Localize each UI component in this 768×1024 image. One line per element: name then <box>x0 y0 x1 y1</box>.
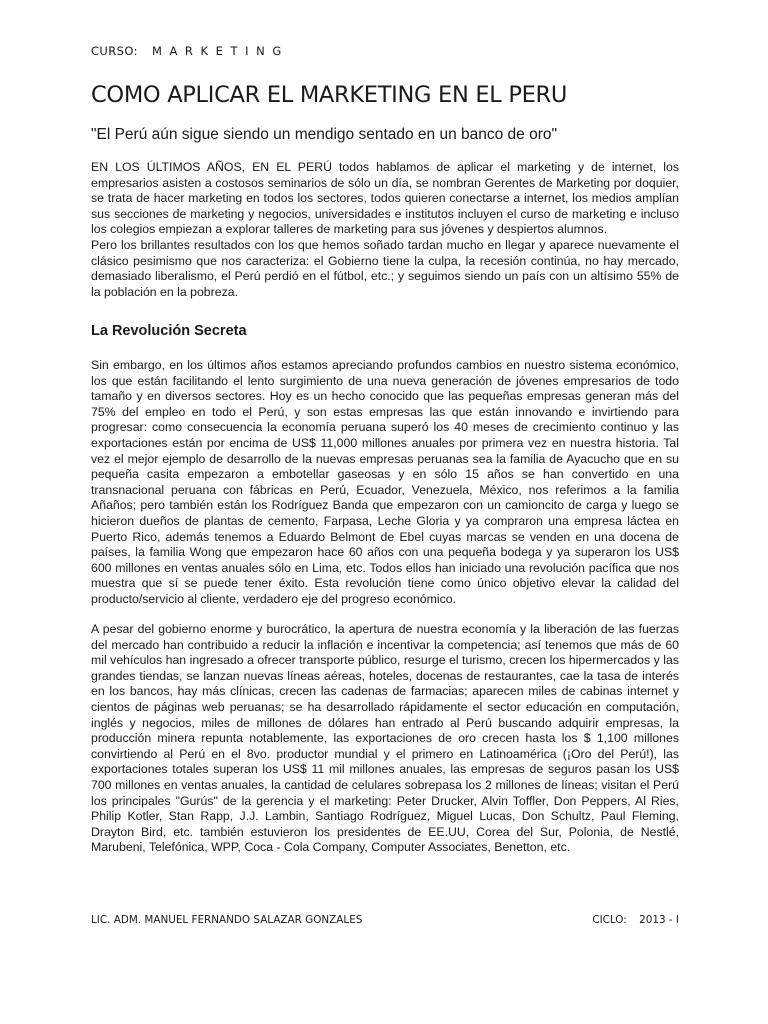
section-heading: La Revolución Secreta <box>91 323 247 339</box>
course-label: CURSO: <box>91 44 138 58</box>
section-body-1 <box>91 358 679 608</box>
document-page <box>91 0 679 1024</box>
intro-paragraph-1: EN LOS ÚLTIMOS AÑOS, EN EL PERÚ todos hablamos de aplicar el marketing y de internet, los empresarios asisten a costosos seminarios de sólo un día, se nombran Gerentes de Marketing por doquier, se trata de hacer marketing en todos los sectores, todos quieren conectarse a internet, los medios amplían sus secciones de marketing y negocios, universidades e institutos incluyen el curso de marketing e incluso los colegios empiezan a explorar talleres de marketing para sus jóvenes y despiertos alumnos. <box>91 160 679 237</box>
footer-author: LIC. ADM. MANUEL FERNANDO SALAZAR GONZALES <box>91 914 363 926</box>
section-paragraph-1: Sin embargo, en los últimos años estamos apreciando profundos cambios en nuestro sistema económico, los que están facilitando el lento surgimiento de una nueva generación de jóvenes empresarios de todo tamaño y en diversos sectores. Hoy es un hecho conocido que las pequeñas empresas generan más del 75% del empleo en todo el Perú, y son estas empresas las que están innovando e invirtiendo para progresar: como consecuencia la economía peruana superó los 40 meses de crecimiento continuo y las exportaciones están por encima de US$ 11,000 millones anuales por primera vez en nuestra historia. Tal vez el mejor ejemplo de desarrollo de la nuevas empresas peruanas sea la familia de Ayacucho que en su pequeña casita empezaron a embotellar gaseosas y en sólo 15 años se han convertido en una transnacional peruana con fábricas en Perú, Ecuador, Venezuela, México, nos referimos a la familia Añaños; pero también están los Rodríguez Banda que empezaron con un camioncito de carga y luego se hicieron dueños de plantas de cemento, Farpasa, Leche Gloria y ya compraron una empresa láctea en Puerto Rico, además tenemos a Eduardo Belmont de Ebel cuyas marcas se venden en una docena de países, la familia Wong que empezaron hace 60 años con una pequeña bodega y ya superaron los US$ 600 millones en ventas anuales sólo en Lima, etc. Todos ellos han iniciado una revolución pacífica que nos muestra que sí se puede tener éxito. Esta revolución tiene como único objetivo elevar la calidad del producto/servicio al cliente, verdadero eje del progreso económico. <box>91 358 679 606</box>
section-body-2 <box>91 622 679 856</box>
section-paragraph-2: A pesar del gobierno enorme y burocrático, la apertura de nuestra economía y la liberación de las fuerzas del mercado han contribuido a reducir la inflación e incentivar la competencia; así tenemos que más de 60 mil vehículos han ingresado a ofrecer transporte público, resurge el turismo, crecen los hipermercados y las grandes tiendas, se lanzan nuevas líneas aéreas, hoteles, docenas de restaurantes, cae la tasa de interés en los bancos, hay más clínicas, crecen las cadenas de farmacias; aparecen miles de cabinas internet y cientos de páginas web peruanas; se ha desarrollado rápidamente el sector educación en computación, inglés y negocios, miles de millones de dólares han entrado al Perú buscando adquirir empresas, la producción minera repunta notablemente, las exportaciones de oro crecen hasta los $ 1,100 millones convirtiendo al Perú en el 8vo. productor mundial y el primero en Latinoamérica (¡Oro del Perú!), las exportaciones totales superan los US$ 11 mil millones anuales, las empresas de seguros pasan los US$ 700 millones en ventas anuales, la cantidad de celulares sobrepasa los 2 millones de líneas; visitan el Perú los principales "Gurús" de la gerencia y el marketing: Peter Drucker, Alvin Toffler, Don Peppers, Al Ries, Philip Kotler, Stan Rapp, J.J. Lambin, Santiago Rodríguez, Miguel Lucas, Don Schultz, Paul Fleming, Drayton Bird, etc. también estuvieron los presidentes de EE.UU, Corea del Sur, Polonia, de Nestlé, Marubeni, Telefónica, WPP, Coca - Cola Company, Computer Associates, Benetton, etc. <box>91 622 679 855</box>
cycle-value: 2013 - I <box>639 914 679 926</box>
intro-paragraph-2: Pero los brillantes resultados con los que hemos soñado tardan mucho en llegar y aparece nuevamente el clásico pesimismo que nos caracteriza: el Gobierno tiene la culpa, la recesión continúa, no hay mercado, demasiado liberalismo, el Perú perdió en el fútbol, etc.; y seguimos siendo un país con un altísimo 55% de la población en la pobreza. <box>91 237 679 299</box>
footer-cycle <box>592 914 679 926</box>
document-title: COMO APLICAR EL MARKETING EN EL PERU <box>91 82 568 108</box>
cycle-label: CICLO: <box>592 914 627 926</box>
course-header <box>91 44 289 58</box>
course-name: MARKETING <box>151 44 289 58</box>
epigraph-quote: "El Perú aún sigue siendo un mendigo sentado en un banco de oro" <box>91 126 558 143</box>
intro-section <box>91 160 679 300</box>
